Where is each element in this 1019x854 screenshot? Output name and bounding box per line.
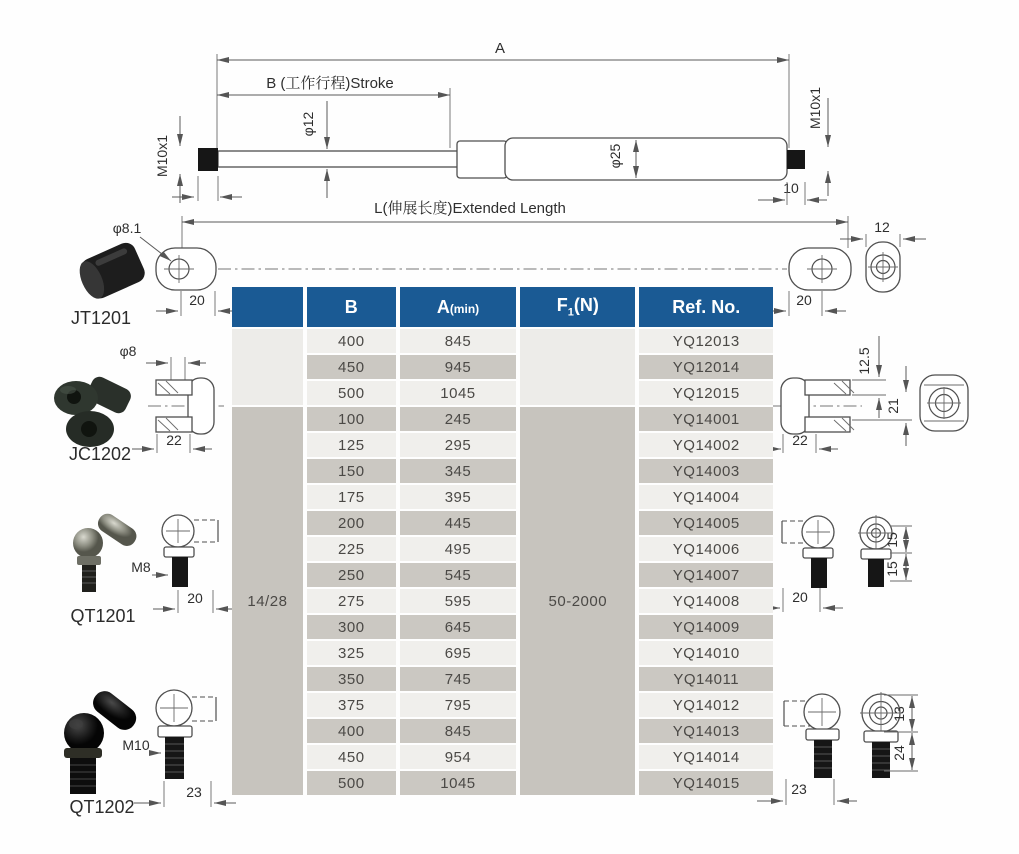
table-row: 150 345 YQ14003: [232, 459, 773, 483]
table-row: 200 445 YQ14005: [232, 511, 773, 535]
qt1201-thread-label: M8: [131, 559, 151, 575]
clevis-front-view: [920, 375, 968, 431]
header-group: [232, 287, 303, 327]
qt1202-right-d2-label: 24: [891, 745, 907, 761]
jc1202-clevis-side-view: [148, 378, 224, 434]
table-row: 225 495 YQ14006: [232, 537, 773, 561]
table-row: 175 395 YQ14004: [232, 485, 773, 509]
table-row: 250 545 YQ14007: [232, 563, 773, 587]
table-row: 450 954 YQ14014: [232, 745, 773, 769]
qt1201-ball-stud-side-view: [162, 515, 218, 587]
table-row: 325 695 YQ14010: [232, 641, 773, 665]
right-eyelet-drawing: [764, 248, 851, 316]
jc1202-code-label: JC1202: [68, 444, 132, 464]
table-row: 500 1045 YQ12015: [232, 381, 773, 405]
group1-label-cell: [232, 329, 303, 405]
eyelet-width-left-label: 20: [189, 292, 205, 308]
dim-b-stroke-label: B (工作行程)Stroke: [266, 75, 394, 92]
jc1202-photo: [54, 374, 134, 447]
fitting-jc1202: [54, 343, 224, 464]
left-thread-end: [198, 148, 218, 171]
qt1201-right-views: [758, 515, 912, 612]
clevis-right-views: [759, 336, 968, 453]
table-row: 500 1045 YQ14015: [232, 771, 773, 795]
dim-a-label: A: [494, 40, 506, 57]
qt1201-right-d2-label: 15: [884, 561, 900, 577]
fitting-qt1202: [64, 687, 236, 817]
header-a-min: A(min): [400, 287, 516, 327]
spec-table-header-row: [232, 287, 773, 327]
table-row: 375 795 YQ14012: [232, 693, 773, 717]
jc1202-right-width-label: 22: [792, 432, 808, 448]
qt1201-code-label: QT1201: [70, 606, 136, 626]
eyelet-top-view: [840, 219, 926, 292]
thread-length-label: 10: [783, 180, 799, 196]
header-ref-no: Ref. No.: [639, 287, 773, 327]
thread-right-label: M10x1: [807, 86, 823, 130]
jc1202-right-d1-label: 12.5: [856, 347, 872, 375]
qt1201-width-label: 20: [187, 590, 203, 606]
qt1202-right-width-label: 23: [791, 781, 807, 797]
thread-left-label: M10x1: [154, 134, 170, 178]
qt1202-ball-stud-side-view: [156, 690, 216, 779]
eyelet-width-right-label: 20: [796, 292, 812, 308]
eyelet-top-view-width-label: 12: [874, 219, 890, 235]
group2-label-cell: 14/28: [232, 407, 303, 795]
group2-force-cell: 50-2000: [520, 407, 635, 795]
rod-diameter-label: φ12: [300, 111, 316, 137]
table-row: 400 845 YQ14013: [232, 719, 773, 743]
jc1202-width-label: 22: [166, 432, 182, 448]
fitting-qt1201: [70, 510, 236, 626]
group1-force-cell: [520, 329, 635, 405]
qt1202-code-label: QT1202: [69, 797, 135, 817]
jt1201-hole-diameter-label: φ8.1: [112, 220, 142, 236]
table-row: 300 645 YQ14009: [232, 615, 773, 639]
spec-table: [228, 285, 777, 797]
jc1202-hole-diameter-label: φ8: [119, 343, 137, 359]
qt1201-right-d1-label: 15: [884, 532, 900, 548]
qt1202-width-label: 23: [186, 784, 202, 800]
jt1201-photo: [74, 240, 148, 304]
table-row: 275 595 YQ14008: [232, 589, 773, 613]
table-row: 14/28 100 245 50-2000 YQ14001: [232, 407, 773, 431]
table-row: 350 745 YQ14011: [232, 667, 773, 691]
tube-diameter-label: φ25: [607, 143, 623, 169]
header-f1n: $F_1(N)$: [520, 287, 635, 327]
header-b: B: [307, 287, 396, 327]
table-row: 400 845 YQ12013: [232, 329, 773, 353]
qt1201-right-width-label: 20: [792, 589, 808, 605]
qt1202-thread-label: M10: [122, 737, 150, 753]
table-row: 450 945 YQ12014: [232, 355, 773, 379]
gas-spring-side-view: [154, 40, 828, 205]
table-row: 125 295 YQ14002: [232, 433, 773, 457]
qt1202-right-d1-label: 13: [891, 706, 907, 722]
qt1201-photo: [73, 510, 140, 592]
jc1202-right-d2-label: 21: [885, 398, 901, 414]
jt1201-code-label: JT1201: [70, 308, 132, 328]
right-thread-end: [787, 150, 805, 169]
qt1202-right-views: [757, 692, 918, 805]
qt1202-front-view: [860, 692, 902, 778]
dim-l-extended-label: L(伸展长度)Extended Length: [374, 200, 566, 217]
left-eyelet-drawing: [156, 248, 238, 316]
